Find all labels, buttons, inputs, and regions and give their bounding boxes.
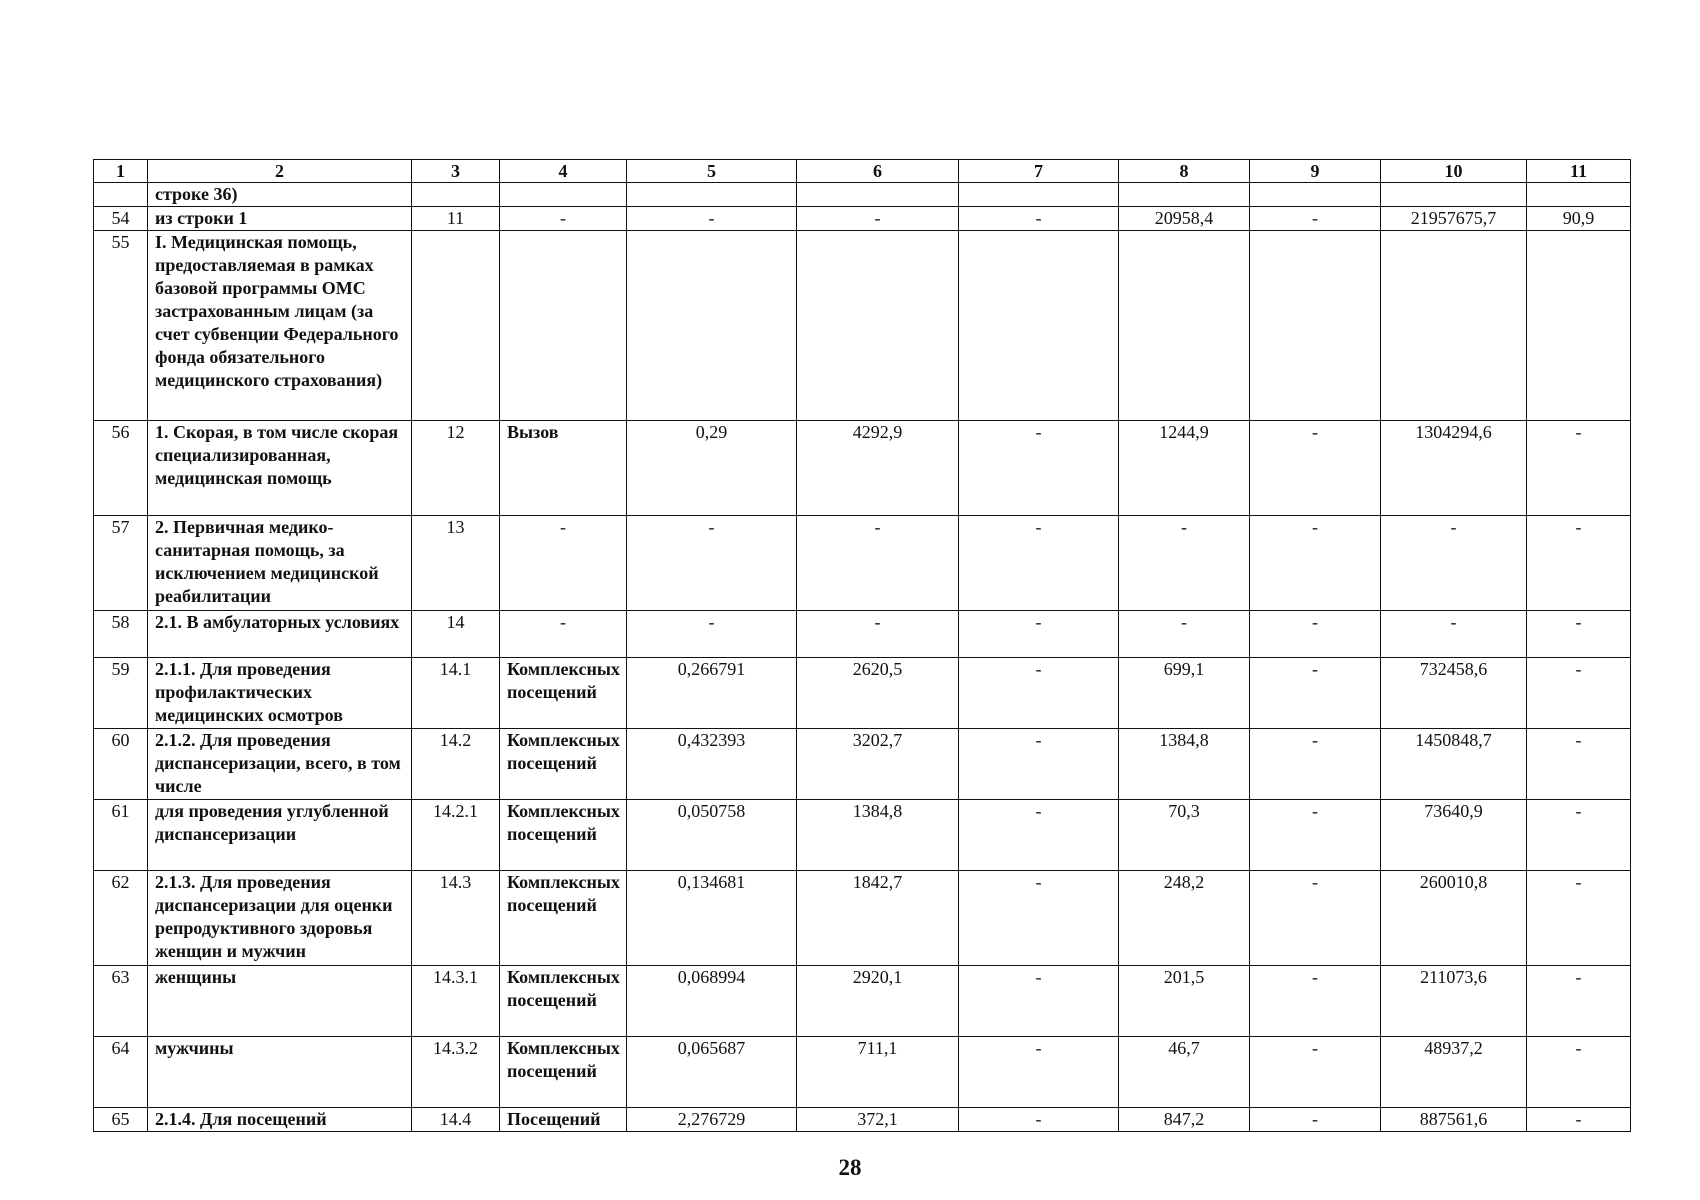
- row-col-5: 0,065687: [627, 1037, 797, 1108]
- row-unit: Посещений: [500, 1108, 627, 1132]
- header-cell-3: 3: [412, 160, 500, 183]
- row-unit: Комплексных посещений: [500, 800, 627, 871]
- row-col-11: -: [1527, 658, 1631, 729]
- table-row: [94, 1108, 1631, 1132]
- table-row: [94, 729, 1631, 800]
- row-unit: Комплексных посещений: [500, 871, 627, 966]
- row-col-6: -: [797, 611, 959, 658]
- row-code: 14.2.1: [412, 800, 500, 871]
- row-code: [412, 183, 500, 207]
- row-col-11: [1527, 183, 1631, 207]
- row-name: 2.1. В амбулаторных условиях: [148, 611, 412, 658]
- header-cell-4: 4: [500, 160, 627, 183]
- row-number: [94, 183, 148, 207]
- row-unit: [500, 231, 627, 421]
- row-col-6: [797, 231, 959, 421]
- row-col-10: [1381, 231, 1527, 421]
- row-name: мужчины: [148, 1037, 412, 1108]
- row-unit: [500, 183, 627, 207]
- row-name: 2.1.2. Для проведения диспансеризации, всего, в том числе: [148, 729, 412, 800]
- row-col-9: -: [1250, 516, 1381, 611]
- row-col-6: 1842,7: [797, 871, 959, 966]
- row-col-7: -: [959, 516, 1119, 611]
- row-col-10: 1304294,6: [1381, 421, 1527, 516]
- row-code: 14.1: [412, 658, 500, 729]
- row-col-7: -: [959, 1108, 1119, 1132]
- row-col-9: -: [1250, 1037, 1381, 1108]
- row-col-7: -: [959, 658, 1119, 729]
- table-row: [94, 871, 1631, 966]
- row-col-9: [1250, 231, 1381, 421]
- row-col-9: -: [1250, 800, 1381, 871]
- table-row: [94, 611, 1631, 658]
- row-col-10: 48937,2: [1381, 1037, 1527, 1108]
- row-col-8: 1384,8: [1119, 729, 1250, 800]
- row-col-10: 732458,6: [1381, 658, 1527, 729]
- row-number: 56: [94, 421, 148, 516]
- table-row: [94, 421, 1631, 516]
- table-row: [94, 658, 1631, 729]
- row-col-7: -: [959, 1037, 1119, 1108]
- row-col-6: 1384,8: [797, 800, 959, 871]
- row-col-10: [1381, 183, 1527, 207]
- row-col-7: -: [959, 611, 1119, 658]
- row-col-10: -: [1381, 611, 1527, 658]
- row-col-8: -: [1119, 516, 1250, 611]
- row-col-7: -: [959, 966, 1119, 1037]
- row-col-10: 21957675,7: [1381, 207, 1527, 231]
- row-code: 14: [412, 611, 500, 658]
- row-number: 62: [94, 871, 148, 966]
- row-number: 60: [94, 729, 148, 800]
- table-row: [94, 183, 1631, 207]
- row-col-9: -: [1250, 658, 1381, 729]
- row-col-10: 73640,9: [1381, 800, 1527, 871]
- row-col-9: -: [1250, 421, 1381, 516]
- row-col-6: [797, 183, 959, 207]
- row-col-5: [627, 183, 797, 207]
- row-col-6: 4292,9: [797, 421, 959, 516]
- row-col-5: 0,050758: [627, 800, 797, 871]
- row-unit: -: [500, 516, 627, 611]
- row-code: 14.3: [412, 871, 500, 966]
- row-col-11: -: [1527, 611, 1631, 658]
- row-col-5: 0,068994: [627, 966, 797, 1037]
- row-col-6: -: [797, 516, 959, 611]
- row-col-7: -: [959, 729, 1119, 800]
- row-col-10: 887561,6: [1381, 1108, 1527, 1132]
- row-col-7: -: [959, 207, 1119, 231]
- row-name: женщины: [148, 966, 412, 1037]
- header-cell-2: 2: [148, 160, 412, 183]
- row-col-8: 1244,9: [1119, 421, 1250, 516]
- row-unit: -: [500, 611, 627, 658]
- table-header: [94, 160, 1631, 183]
- table-row: [94, 966, 1631, 1037]
- header-cell-8: 8: [1119, 160, 1250, 183]
- header-cell-11: 11: [1527, 160, 1631, 183]
- row-code: 12: [412, 421, 500, 516]
- table-row: [94, 231, 1631, 421]
- row-col-8: 201,5: [1119, 966, 1250, 1037]
- header-cell-6: 6: [797, 160, 959, 183]
- row-number: 65: [94, 1108, 148, 1132]
- header-cell-7: 7: [959, 160, 1119, 183]
- row-unit: Вызов: [500, 421, 627, 516]
- row-col-8: [1119, 231, 1250, 421]
- header-cell-5: 5: [627, 160, 797, 183]
- data-table: [93, 159, 1631, 1132]
- row-code: 11: [412, 207, 500, 231]
- row-code: 13: [412, 516, 500, 611]
- row-col-5: 0,432393: [627, 729, 797, 800]
- row-name: 2.1.1. Для проведения профилактических медицинских осмотров: [148, 658, 412, 729]
- row-col-9: -: [1250, 871, 1381, 966]
- row-col-11: -: [1527, 729, 1631, 800]
- page-number: 28: [838, 1155, 862, 1180]
- row-col-10: 260010,8: [1381, 871, 1527, 966]
- row-name: 2.1.3. Для проведения диспансеризации для оценки репродуктивного здоровья женщин и мужчин: [148, 871, 412, 966]
- row-col-11: -: [1527, 516, 1631, 611]
- row-name: строке 36): [148, 183, 412, 207]
- row-col-9: -: [1250, 207, 1381, 231]
- row-col-5: 0,29: [627, 421, 797, 516]
- row-col-8: 699,1: [1119, 658, 1250, 729]
- row-col-11: 90,9: [1527, 207, 1631, 231]
- row-col-8: -: [1119, 611, 1250, 658]
- row-unit: -: [500, 207, 627, 231]
- row-code: 14.2: [412, 729, 500, 800]
- row-col-11: [1527, 231, 1631, 421]
- row-col-8: 70,3: [1119, 800, 1250, 871]
- table-row: [94, 1037, 1631, 1108]
- row-col-6: 711,1: [797, 1037, 959, 1108]
- row-name: для проведения углубленной диспансеризации: [148, 800, 412, 871]
- row-col-11: -: [1527, 421, 1631, 516]
- row-col-8: 248,2: [1119, 871, 1250, 966]
- row-name: 1. Скорая, в том числе скорая специализированная, медицинская помощь: [148, 421, 412, 516]
- row-col-10: 1450848,7: [1381, 729, 1527, 800]
- row-code: 14.3.2: [412, 1037, 500, 1108]
- row-name: из строки 1: [148, 207, 412, 231]
- row-col-5: 0,266791: [627, 658, 797, 729]
- row-col-5: 0,134681: [627, 871, 797, 966]
- row-col-6: 372,1: [797, 1108, 959, 1132]
- row-col-6: 3202,7: [797, 729, 959, 800]
- row-col-11: -: [1527, 871, 1631, 966]
- row-unit: Комплексных посещений: [500, 658, 627, 729]
- row-col-10: 211073,6: [1381, 966, 1527, 1037]
- table-row: [94, 800, 1631, 871]
- row-number: 54: [94, 207, 148, 231]
- header-cell-10: 10: [1381, 160, 1527, 183]
- row-name: I. Медицинская помощь, предоставляемая в рамках базовой программы ОМС застрахованным лицам (за счет субвенции Федерального фонда обязательного медицинского страхования): [148, 231, 412, 421]
- row-col-9: -: [1250, 966, 1381, 1037]
- row-col-5: -: [627, 516, 797, 611]
- row-col-8: 847,2: [1119, 1108, 1250, 1132]
- row-col-9: [1250, 183, 1381, 207]
- row-col-8: [1119, 183, 1250, 207]
- table-row: [94, 207, 1631, 231]
- row-col-11: -: [1527, 800, 1631, 871]
- row-code: [412, 231, 500, 421]
- row-name: 2.1.4. Для посещений: [148, 1108, 412, 1132]
- row-col-9: -: [1250, 1108, 1381, 1132]
- row-unit: Комплексных посещений: [500, 1037, 627, 1108]
- row-col-6: 2620,5: [797, 658, 959, 729]
- row-col-11: -: [1527, 966, 1631, 1037]
- row-col-5: -: [627, 611, 797, 658]
- row-col-5: [627, 231, 797, 421]
- row-col-7: -: [959, 871, 1119, 966]
- row-col-7: -: [959, 421, 1119, 516]
- row-col-5: -: [627, 207, 797, 231]
- row-number: 57: [94, 516, 148, 611]
- row-name: 2. Первичная медико-санитарная помощь, за исключением медицинской реабилитации: [148, 516, 412, 611]
- row-col-5: 2,276729: [627, 1108, 797, 1132]
- row-col-6: 2920,1: [797, 966, 959, 1037]
- row-col-10: -: [1381, 516, 1527, 611]
- row-col-7: [959, 183, 1119, 207]
- row-unit: Комплексных посещений: [500, 966, 627, 1037]
- row-col-9: -: [1250, 729, 1381, 800]
- row-number: 58: [94, 611, 148, 658]
- row-col-7: -: [959, 800, 1119, 871]
- row-number: 61: [94, 800, 148, 871]
- row-col-11: -: [1527, 1037, 1631, 1108]
- row-number: 63: [94, 966, 148, 1037]
- row-code: 14.4: [412, 1108, 500, 1132]
- row-col-11: -: [1527, 1108, 1631, 1132]
- row-number: 59: [94, 658, 148, 729]
- row-col-8: 20958,4: [1119, 207, 1250, 231]
- row-unit: Комплексных посещений: [500, 729, 627, 800]
- row-number: 64: [94, 1037, 148, 1108]
- header-cell-9: 9: [1250, 160, 1381, 183]
- row-code: 14.3.1: [412, 966, 500, 1037]
- table-row: [94, 516, 1631, 611]
- row-number: 55: [94, 231, 148, 421]
- row-col-8: 46,7: [1119, 1037, 1250, 1108]
- row-col-6: -: [797, 207, 959, 231]
- row-col-7: [959, 231, 1119, 421]
- header-cell-1: 1: [94, 160, 148, 183]
- row-col-9: -: [1250, 611, 1381, 658]
